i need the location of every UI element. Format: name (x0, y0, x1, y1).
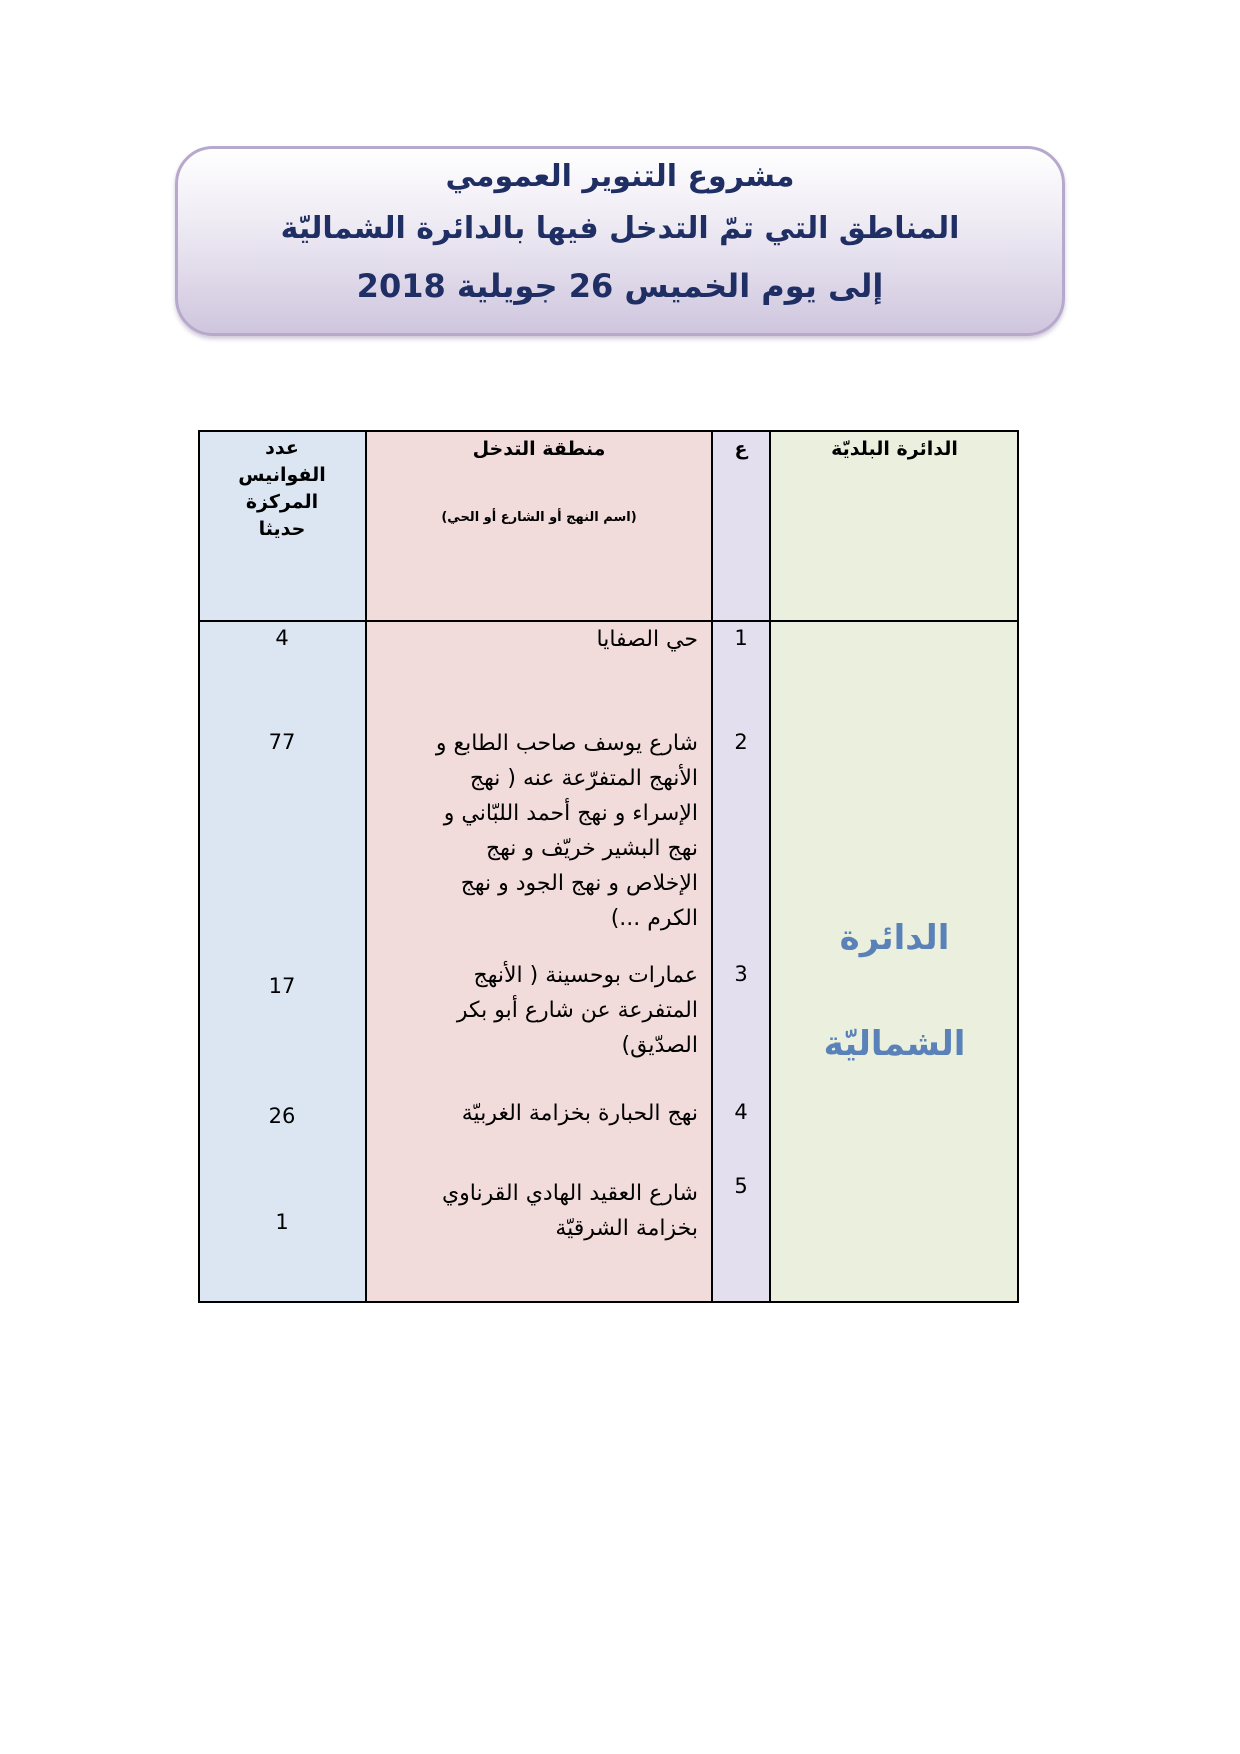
header-area: منطقة التدخل (472, 438, 606, 460)
header-number: ع (734, 438, 748, 460)
row-count: 26 (268, 1104, 296, 1128)
header-circle: الدائرة البلديّة (831, 438, 958, 460)
row-count: 17 (268, 974, 296, 998)
header-count-line: حديثا (258, 518, 306, 540)
grid-line (365, 430, 367, 1303)
title-banner (175, 146, 1065, 336)
circle-name-line: الدائرة (839, 918, 950, 958)
row-count: 77 (268, 730, 296, 754)
area-line: عمارات بوحسينة ( الأنهج (473, 963, 698, 988)
row-number: 4 (734, 1100, 748, 1124)
row-number: 1 (734, 626, 748, 650)
row-area (382, 1096, 698, 1131)
area-line: الأنهج المتفرّعة عنه ( نهج (469, 766, 698, 791)
area-line: بخزامة الشرقيّة (555, 1216, 698, 1241)
grid-line (198, 430, 200, 1303)
grid-line (198, 1301, 1019, 1303)
circle-column (770, 430, 1019, 1303)
row-area (382, 1176, 698, 1246)
grid-line (198, 430, 1019, 432)
area-line: نهج الحبارة بخزامة الغربيّة (461, 1101, 698, 1126)
grid-line (1017, 430, 1019, 1303)
area-line: حي الصفايا (596, 627, 698, 652)
intervention-table (198, 430, 1019, 1303)
row-area (382, 726, 698, 936)
banner-title: مشروع التنوير العمومي (445, 159, 795, 194)
banner-date: إلى يوم الخميس 26 جويلية 2018 (356, 267, 884, 305)
area-line: شارع يوسف صاحب الطابع و (435, 731, 698, 756)
header-count-line: عدد (265, 437, 299, 459)
row-area (382, 622, 698, 657)
number-column (712, 430, 770, 1303)
row-count: 1 (275, 1210, 289, 1234)
grid-line (769, 430, 771, 1303)
header-count-line: المركزة (245, 491, 319, 513)
area-line: الإخلاص و نهج الجود و نهج (460, 871, 698, 896)
area-line: الإسراء و نهج أحمد اللبّاني و (443, 801, 698, 826)
circle-name-line: الشماليّة (823, 1024, 966, 1064)
header-count (198, 435, 366, 543)
area-line: الصدّيق) (621, 1033, 698, 1058)
area-line: نهج البشير خريّف و نهج (485, 836, 698, 861)
count-column (198, 430, 366, 1303)
banner-subtitle: المناطق التي تمّ التدخل فيها بالدائرة الشماليّة (280, 211, 960, 246)
header-count-line: الفوانيس (238, 464, 326, 486)
grid-line (711, 430, 713, 1303)
header-area-note: (اسم النهج أو الشارع أو الحي) (441, 510, 637, 525)
area-line: شارع العقيد الهادي القرناوي (441, 1181, 698, 1206)
area-line: الكرم ...) (610, 906, 698, 931)
row-number: 3 (734, 962, 748, 986)
row-area (382, 958, 698, 1063)
row-number: 5 (734, 1174, 748, 1198)
area-line: المتفرعة عن شارع أبو بكر (456, 998, 698, 1023)
row-number: 2 (734, 730, 748, 754)
row-count: 4 (275, 626, 289, 650)
